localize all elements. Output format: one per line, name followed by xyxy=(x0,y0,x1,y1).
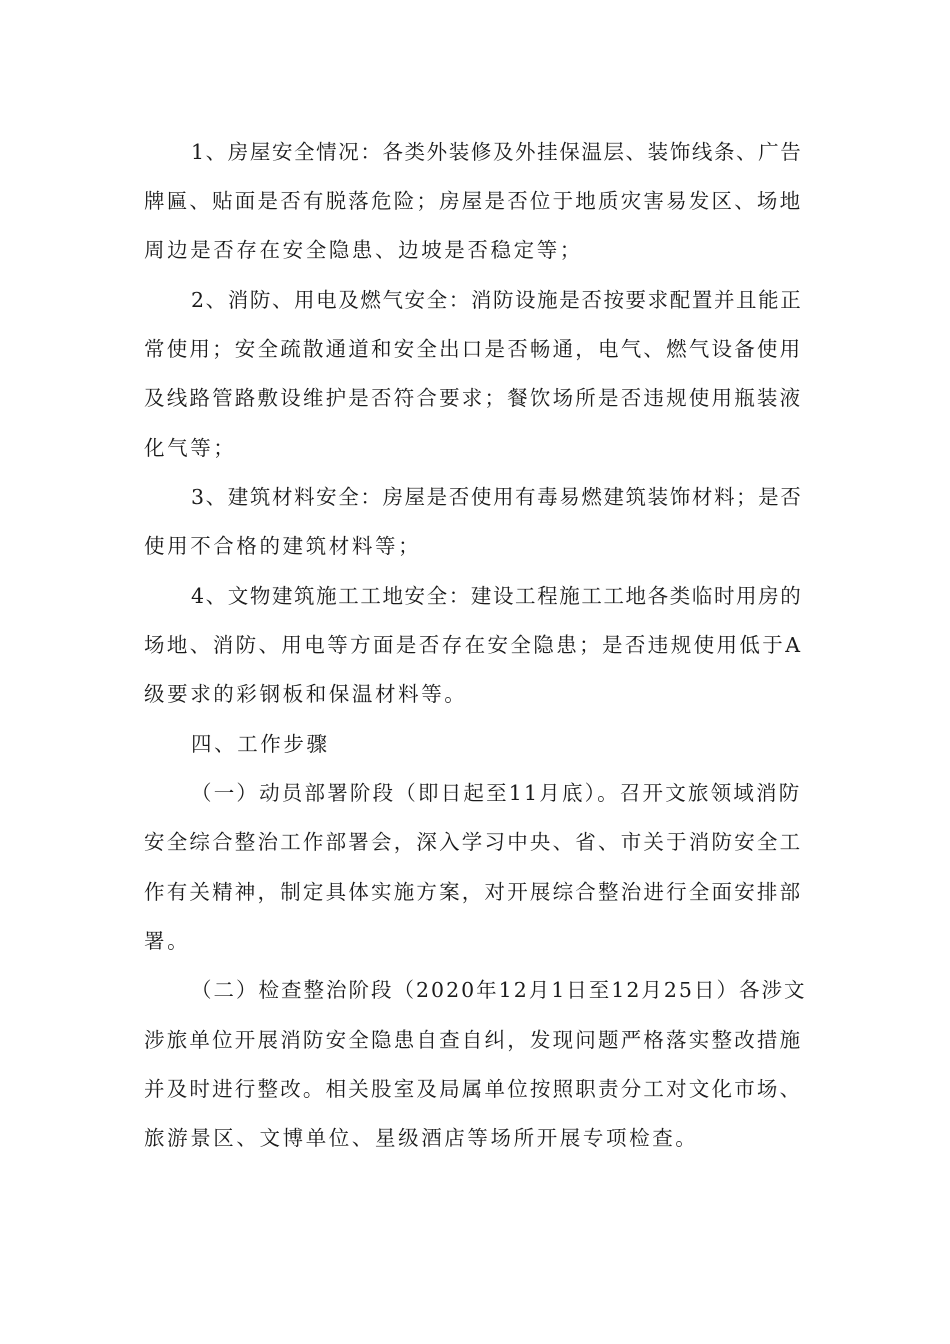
text-line: 4、文物建筑施工工地安全：建设工程施工工地各类临时用房的 xyxy=(191,584,803,608)
text-line: 并及时进行整改。相关股室及局属单位按照职责分工对文化市场、 xyxy=(144,1077,803,1101)
text-line: 署。 xyxy=(144,929,191,953)
text-line: 3、建筑材料安全：房屋是否使用有毒易燃建筑装饰材料；是否 xyxy=(191,485,803,509)
text-line: （二）检查整治阶段（2020年12月1日至12月25日）各涉文 xyxy=(191,978,807,1002)
text-line: 及线路管路敷设维护是否符合要求；餐饮场所是否违规使用瓶装液 xyxy=(144,386,803,410)
text-line: 牌匾、贴面是否有脱落危险；房屋是否位于地质灾害易发区、场地 xyxy=(144,189,803,213)
text-line: 涉旅单位开展消防安全隐患自查自纠，发现问题严格落实整改措施 xyxy=(144,1028,803,1052)
text-line: 旅游景区、文博单位、星级酒店等场所开展专项检查。 xyxy=(144,1126,699,1150)
text-line: 场地、消防、用电等方面是否存在安全隐患；是否违规使用低于A xyxy=(144,633,803,657)
text-line: （一）动员部署阶段（即日起至11月底）。召开文旅领域消防 xyxy=(191,781,802,805)
text-line: 级要求的彩钢板和保温材料等。 xyxy=(144,682,468,706)
text-line: 化气等； xyxy=(144,436,237,460)
text-line: 安全综合整治工作部署会，深入学习中央、省、市关于消防安全工 xyxy=(144,830,803,854)
text-line: 2、消防、用电及燃气安全：消防设施是否按要求配置并且能正 xyxy=(191,288,803,312)
section-heading: 四、工作步骤 xyxy=(191,732,330,756)
text-line: 1、房屋安全情况：各类外装修及外挂保温层、装饰线条、广告 xyxy=(191,140,803,164)
text-line: 常使用；安全疏散通道和安全出口是否畅通，电气、燃气设备使用 xyxy=(144,337,803,361)
text-line: 使用不合格的建筑材料等； xyxy=(144,534,422,558)
text-line: 作有关精神，制定具体实施方案，对开展综合整治进行全面安排部 xyxy=(144,880,803,904)
text-line: 周边是否存在安全隐患、边坡是否稳定等； xyxy=(144,238,583,262)
